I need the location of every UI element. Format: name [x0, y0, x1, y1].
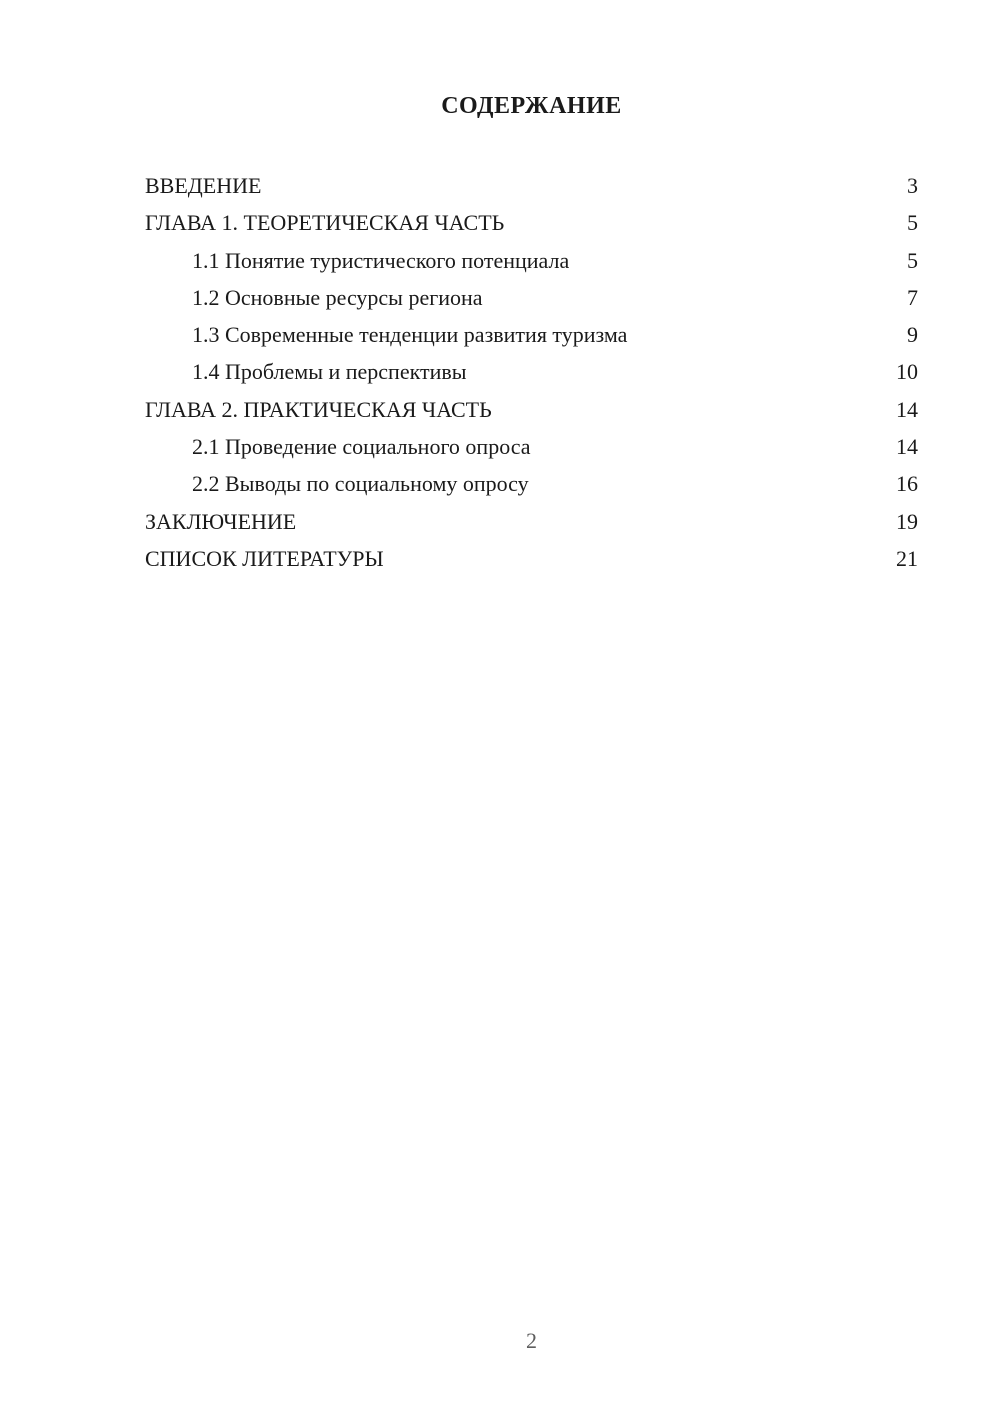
- footer-page-number: 2: [526, 1328, 537, 1353]
- toc-entry-page: 19: [896, 508, 918, 534]
- toc-entry: [145, 428, 918, 465]
- toc-entry-page: 21: [896, 545, 918, 571]
- toc-entry-label: 2.2 Выводы по социальному опросу: [192, 471, 529, 497]
- toc-entry: [145, 503, 918, 540]
- toc-entry-page: 10: [896, 359, 918, 385]
- toc-entry-label: 2.1 Проведение социального опроса: [192, 434, 531, 460]
- toc-entry: [145, 391, 918, 428]
- toc-entry-label: 1.4 Проблемы и перспективы: [192, 359, 467, 385]
- toc-entry: [145, 279, 918, 316]
- toc-entry-page: 7: [907, 284, 918, 310]
- toc-entry: [145, 353, 918, 390]
- table-of-contents: [145, 167, 918, 577]
- page-title: СОДЕРЖАНИЕ: [441, 93, 622, 119]
- toc-entry-label: ЗАКЛЮЧЕНИЕ: [145, 508, 297, 534]
- toc-entry: [145, 242, 918, 279]
- toc-entry-label: 1.3 Современные тенденции развития туризма: [192, 322, 628, 348]
- toc-entry-page: 5: [907, 247, 918, 273]
- toc-entry-page: 9: [907, 322, 918, 348]
- toc-entry-page: 16: [896, 471, 918, 497]
- toc-entry-label: 1.1 Понятие туристического потенциала: [192, 247, 570, 273]
- toc-entry: [145, 540, 918, 577]
- toc-entry-label: ВВЕДЕНИЕ: [145, 173, 262, 198]
- toc-entry-page: 14: [896, 434, 918, 460]
- toc-entry: [145, 167, 918, 204]
- toc-entry-label: 1.2 Основные ресурсы региона: [192, 284, 483, 310]
- toc-entry-page: 5: [907, 210, 918, 236]
- toc-entry: [145, 465, 918, 502]
- toc-entry-page: 3: [907, 173, 918, 198]
- toc-entry-label: СПИСОК ЛИТЕРАТУРЫ: [145, 545, 384, 571]
- toc-entry-page: 14: [896, 396, 918, 422]
- toc-entry-label: ГЛАВА 2. ПРАКТИЧЕСКАЯ ЧАСТЬ: [145, 396, 492, 422]
- toc-entry: [145, 204, 918, 241]
- toc-entry: [145, 316, 918, 353]
- toc-entry-label: ГЛАВА 1. ТЕОРЕТИЧЕСКАЯ ЧАСТЬ: [145, 210, 505, 236]
